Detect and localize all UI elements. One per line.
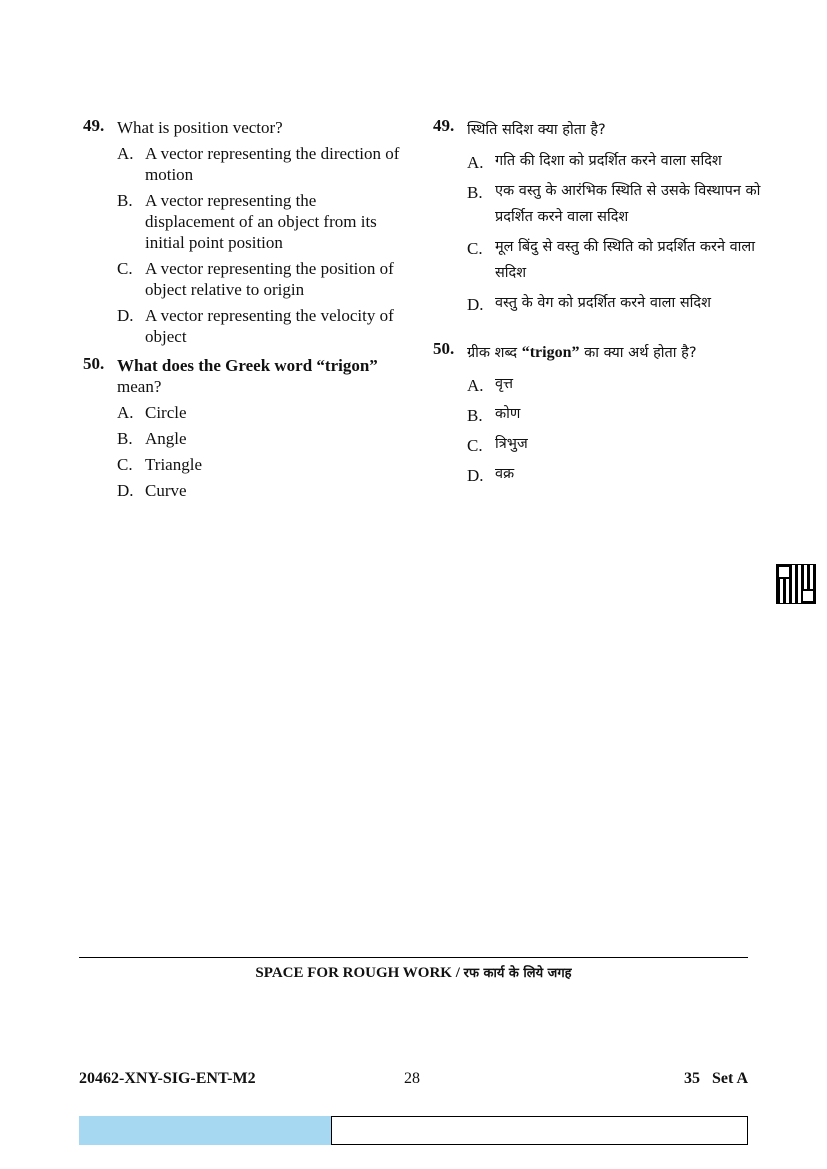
footer-empty-box bbox=[331, 1116, 748, 1145]
option-label: D. bbox=[117, 306, 134, 325]
option-d bbox=[467, 461, 763, 487]
options-list bbox=[117, 402, 403, 501]
option-text: A vector representing the direction of motion bbox=[145, 144, 400, 184]
option-text: गति की दिशा को प्रदर्शित करने वाला सदिश bbox=[495, 153, 722, 169]
option-text: A vector representing the velocity of object bbox=[145, 306, 394, 346]
qr-code-icon bbox=[777, 565, 815, 603]
option-c bbox=[467, 431, 763, 457]
footer-color-bar bbox=[79, 1116, 332, 1145]
option-a bbox=[117, 402, 403, 423]
options-list bbox=[467, 371, 763, 487]
question-text: What is position vector? bbox=[117, 118, 283, 137]
question-50-hi bbox=[433, 340, 763, 487]
option-label: A. bbox=[117, 144, 134, 163]
option-label: B. bbox=[117, 429, 133, 448]
question-text-bold: What does the Greek word “trigon” bbox=[117, 356, 378, 375]
option-label: C. bbox=[467, 436, 483, 455]
option-text: वस्तु के वेग को प्रदर्शित करने वाला सदिश bbox=[495, 295, 711, 311]
option-label: B. bbox=[467, 183, 483, 202]
option-b bbox=[467, 178, 763, 230]
option-c bbox=[117, 258, 403, 300]
option-text: Curve bbox=[145, 481, 187, 500]
question-text bbox=[467, 340, 763, 366]
option-label: D. bbox=[467, 466, 484, 485]
question-term: “trigon” bbox=[521, 344, 580, 361]
english-column bbox=[83, 117, 403, 506]
question-49-hi bbox=[433, 117, 763, 316]
option-c bbox=[467, 234, 763, 286]
question-text-pre: ग्रीक शब्द bbox=[467, 345, 522, 361]
option-d bbox=[117, 305, 403, 347]
option-label: A. bbox=[467, 376, 484, 395]
option-label: A. bbox=[117, 403, 134, 422]
question-text bbox=[117, 355, 403, 397]
question-text: स्थिति सदिश क्या होता है? bbox=[467, 122, 606, 138]
page-number: 28 bbox=[404, 1070, 420, 1087]
paper-code: 20462-XNY-SIG-ENT-M2 bbox=[79, 1070, 256, 1087]
option-text: वक्र bbox=[495, 466, 515, 482]
question-number: 49. bbox=[433, 116, 455, 135]
option-text: त्रिभुज bbox=[495, 436, 528, 452]
question-number: 49. bbox=[83, 116, 105, 135]
option-text: A vector representing the displacement of an object from its initial point position bbox=[145, 191, 377, 252]
option-label: C. bbox=[117, 455, 133, 474]
set-label: 35 Set A bbox=[684, 1070, 748, 1087]
option-a bbox=[467, 371, 763, 397]
rough-work-english: SPACE FOR ROUGH WORK / bbox=[255, 965, 464, 981]
option-label: D. bbox=[467, 295, 484, 314]
option-text: Triangle bbox=[145, 455, 202, 474]
option-c bbox=[117, 454, 403, 475]
hindi-column bbox=[433, 117, 763, 491]
question-number: 50. bbox=[433, 339, 455, 358]
option-label: B. bbox=[117, 191, 133, 210]
question-text-post: का क्या अर्थ होता है? bbox=[579, 345, 697, 361]
option-text: मूल बिंदु से वस्तु की स्थिति को प्रदर्शित करने वाला सदिश bbox=[495, 239, 756, 281]
option-label: A. bbox=[467, 153, 484, 172]
question-text-rest: mean? bbox=[117, 377, 162, 396]
question-number: 50. bbox=[83, 354, 105, 373]
option-text: Circle bbox=[145, 403, 187, 422]
options-list bbox=[467, 148, 763, 316]
question-49-en bbox=[83, 117, 403, 347]
option-b bbox=[467, 401, 763, 427]
option-text: एक वस्तु के आरंभिक स्थिति से उसके विस्थापन को प्रदर्शित करने वाला सदिश bbox=[495, 183, 761, 225]
options-list bbox=[117, 143, 403, 347]
rough-work-label bbox=[79, 963, 748, 982]
option-label: C. bbox=[117, 259, 133, 278]
option-a bbox=[117, 143, 403, 185]
rough-work-hindi: रफ कार्य के लिये जगह bbox=[463, 966, 572, 981]
option-a bbox=[467, 148, 763, 174]
option-b bbox=[117, 190, 403, 253]
option-label: C. bbox=[467, 239, 483, 258]
option-d bbox=[117, 480, 403, 501]
rough-work-divider bbox=[79, 957, 748, 958]
question-50-en bbox=[83, 355, 403, 501]
option-label: D. bbox=[117, 481, 134, 500]
option-label: B. bbox=[467, 406, 483, 425]
option-text: कोण bbox=[495, 406, 521, 422]
option-text: A vector representing the position of object relative to origin bbox=[145, 259, 394, 299]
option-b bbox=[117, 428, 403, 449]
option-d bbox=[467, 290, 763, 316]
option-text: Angle bbox=[145, 429, 187, 448]
option-text: वृत्त bbox=[495, 376, 514, 392]
